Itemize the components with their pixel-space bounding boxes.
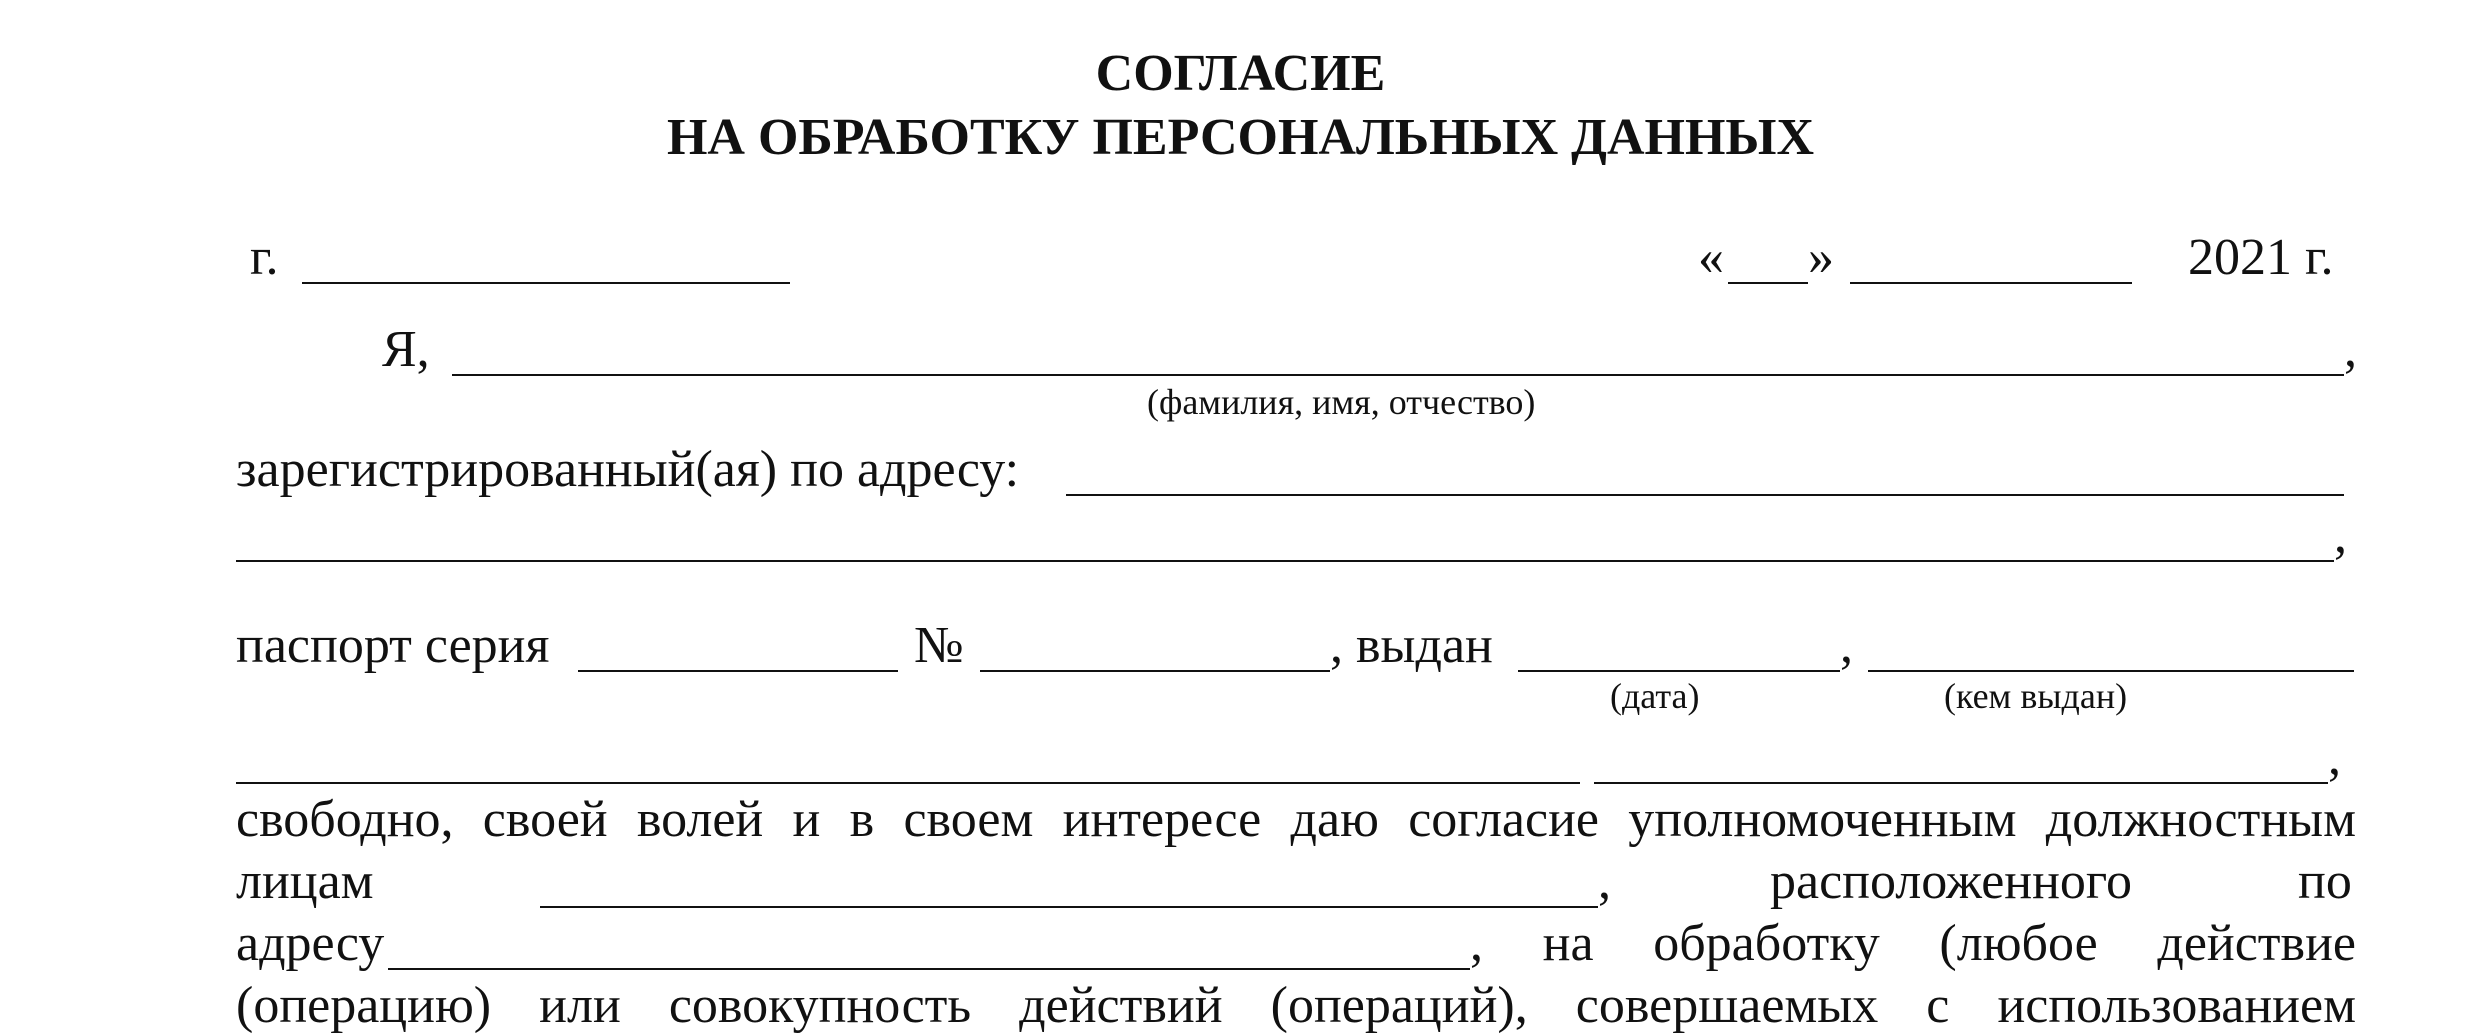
address-blank-line-1[interactable] [1066, 494, 2344, 496]
year-text: 2021 г. [2188, 229, 2334, 286]
continuation-blank-line-2[interactable] [1594, 782, 2328, 784]
fio-blank-line[interactable] [452, 374, 2344, 376]
issued-label: , выдан [1330, 617, 1493, 674]
issue-date-blank-line[interactable] [1518, 670, 1840, 672]
continuation-blank-line-1[interactable] [236, 782, 1580, 784]
organization-address-blank-line[interactable] [388, 968, 1470, 970]
organization-comma: , [1598, 853, 1611, 910]
paragraph-line-3-rest: , на обработку (любое действие [1470, 915, 2356, 972]
month-blank-line[interactable] [1850, 282, 2132, 284]
address-blank-line-2[interactable] [236, 560, 2334, 562]
city-prefix: г. [250, 229, 279, 286]
paragraph-line-1: свободно, своей волей и в своем интересе даю согласие уполномоченным должностным [236, 791, 2356, 848]
registered-address-label: зарегистрированный(ая) по адресу: [236, 441, 1020, 498]
continuation-comma: , [2328, 729, 2341, 786]
passport-number-sign: № [914, 617, 964, 674]
passport-series-label: паспорт серия [236, 617, 550, 674]
fio-comma: , [2344, 321, 2357, 378]
issued-by-blank-line[interactable] [1868, 670, 2354, 672]
date-hint: (дата) [1610, 676, 1700, 716]
issued-by-hint: (кем выдан) [1944, 676, 2128, 716]
date-open-quote: « [1698, 229, 1724, 286]
document-title-line2: НА ОБРАБОТКУ ПЕРСОНАЛЬНЫХ ДАННЫХ [666, 109, 1815, 166]
passport-series-blank-line[interactable] [578, 670, 898, 672]
fio-hint: (фамилия, имя, отчество) [1147, 382, 1536, 422]
date-close-quote: » [1808, 229, 1834, 286]
city-blank-line[interactable] [302, 282, 790, 284]
paragraph-line-3-address: адресу [236, 915, 385, 972]
paragraph-line-2-word: лицам [236, 853, 374, 910]
organization-blank-line[interactable] [540, 906, 1598, 908]
day-blank-line[interactable] [1728, 282, 1808, 284]
paragraph-line-2-located: расположенного [1770, 853, 2132, 910]
i-label: Я, [382, 321, 430, 378]
address-comma: , [2334, 507, 2347, 564]
paragraph-line-4: (операцию) или совокупность действий (операций), совершаемых с использованием [236, 977, 2356, 1034]
issued-comma: , [1840, 617, 1853, 674]
paragraph-line-2-po: по [2298, 853, 2352, 910]
document-title-line1: СОГЛАСИЕ [1095, 45, 1386, 102]
passport-number-blank-line[interactable] [980, 670, 1330, 672]
